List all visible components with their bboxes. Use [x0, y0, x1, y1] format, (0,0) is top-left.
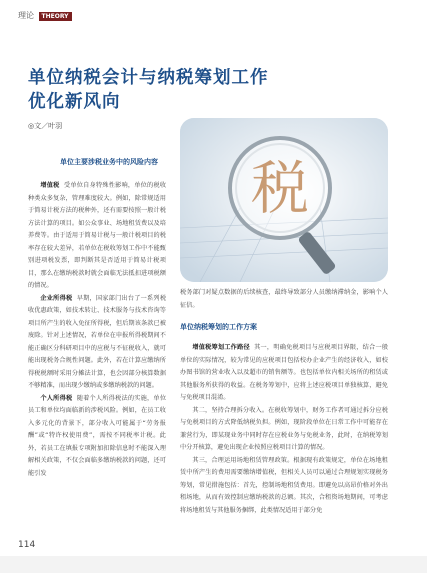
paragraph-text: 早期，国家部门出台了一系列税收优惠政策，如技术转让、技术服务与技术咨询等项目所产生的收入免征所得税，但后期该条款已被废除。针对上述情况，若单位在申报所得税期间不能正确区分科研项目中的应税与不征税收入，就可能出现税务合规性问题。此外，若在计算应缴纳所得税税额时采用分摊法计算，也会因部分核算数据不够精准，而出现少缴纳或多缴纳税款的问题。: [28, 294, 167, 389]
paragraph: [28, 393, 166, 481]
title-line-2: 优化新风向: [28, 92, 121, 112]
author-line: ◎文／叶羽: [28, 122, 63, 130]
right-column: [180, 342, 388, 517]
paragraph-lead: 企业所得税: [40, 294, 73, 302]
paragraph: [180, 342, 388, 405]
theory-tag: THEORY: [39, 12, 72, 21]
article-title: [28, 66, 318, 114]
paragraph: 其三，合理运用场地租赁管理政策。根据现有政策规定，单位在场地租赁中所产生的费用需要缴纳增值税，但相关人员可以通过合理规划实现税务筹划，常见措施包括：首先，控制场地租赁费用。即避免以高昂价格对外出租场地，从而有效控制应缴纳税款的总额。其次，合租资场地期间，可考虑将场地租赁与其他服务捆绑，此类情况适用于部分免: [180, 456, 388, 514]
section-label: 理论: [18, 11, 34, 20]
magnifier-tax-photo: [180, 118, 388, 282]
right-section-heading: 单位纳税筹划的工作方案: [180, 323, 257, 331]
paragraph-lead: 个人所得税: [40, 394, 73, 402]
left-column: [28, 180, 166, 480]
paragraph-lead: 增值税筹划工作路径: [192, 344, 250, 351]
photo-illustration: [180, 118, 388, 282]
paragraph-text: 随着个人所得税法的实施，单位员工和单位均面临新的涉税风险。例如，在员工收入多元化的背景下，部分收入可能属于“劳务报酬”或“特许权使用费”，需按不同税率计税。此外，若员工在填报专项附加扣除信息时不能深入理解相关政策，不仅会面临多缴纳税款的问题，还可能引发: [28, 394, 167, 477]
running-header: [18, 10, 72, 21]
title-line-1: 单位纳税会计与纳税筹划工作: [28, 68, 269, 88]
right-column-continuation: [180, 287, 388, 312]
paragraph-text: 税务部门对疑点数据的后续核查，最终导致部分人员缴纳滞纳金，影响个人征信。: [180, 289, 388, 309]
paragraph-lead: 增值税: [40, 182, 60, 189]
page-number: 114: [18, 540, 36, 550]
paragraph: 其二，坚持合理拆分收入。在税收筹划中，财务工作者可通过拆分应税与免税项目的方式降低纳税负担。例如，现阶段单位在日常工作中可能存在兼营行为，即某现业务中同时存在应税业务与免税业务，此时，在纳税筹划中分开核算，避免出现企业按照应税项目计算的情况。: [180, 406, 388, 451]
bottom-bar: [0, 556, 427, 573]
paragraph: [28, 293, 166, 393]
paragraph-text: 其一，明确免税项目与应税项目界限，结合一般单位的实际情况，较为常见的应税项目包括校办企业产生的经济收入，如校办图书馆的营业收入以及超市的销售额等。也包括单位内相关场所的租赁或其他服务所获得的收益。在税务筹划中，应将上述应税项目单独核算，避免与免税项目混淆。: [180, 344, 389, 401]
left-section-heading: 单位主要涉税业务中的风险内容: [60, 158, 158, 166]
paragraph: [28, 180, 166, 293]
tax-character: 税: [250, 154, 310, 222]
paragraph-text: 受单位自身特殊性影响，单位的税收种类众多复杂，管理难度较大。例如，除常规适用于简易计税方法的税种外，还有需要按照一般计税方法计算的项目。如公众事业、场地租赁费以及培养费等。由于适用于简易计税与一般计税项目的税率存在较大差异，若单位在税收筹划工作中不能甄别进项税发票，即判断其是否适用于简易计税项目，那么在缴纳税款时就会面临无法抵扣进项税额的情况。: [28, 182, 167, 289]
